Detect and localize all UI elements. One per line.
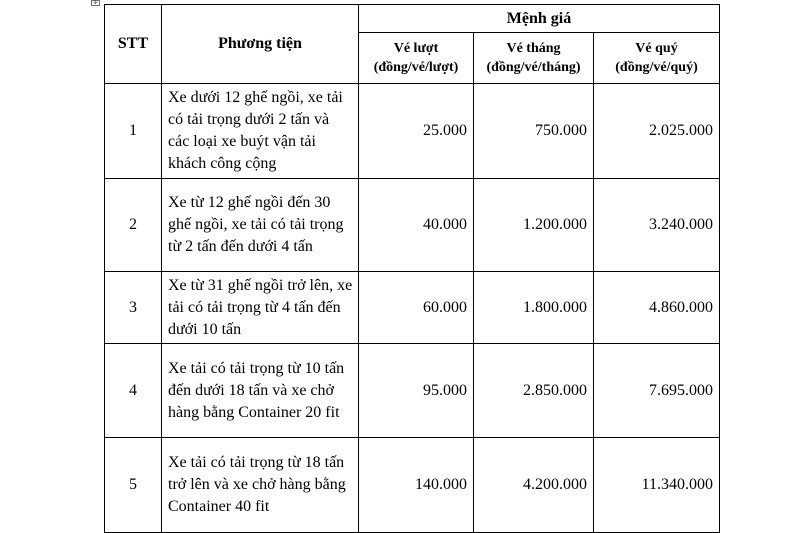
row-quarter-price: 7.695.000 bbox=[594, 344, 720, 438]
row-quarter-price: 2.025.000 bbox=[594, 84, 720, 179]
header-row bbox=[105, 5, 720, 33]
header-quarter-ticket bbox=[594, 33, 720, 84]
header-trip-ticket bbox=[359, 33, 474, 84]
row-vehicle: Xe từ 12 ghế ngồi đến 30 ghế ngồi, xe tải có tải trọng từ 2 tấn đến dưới 4 tấn bbox=[162, 179, 359, 272]
header-quarter-label: Vé quý bbox=[635, 41, 678, 56]
row-month-price: 4.200.000 bbox=[474, 438, 594, 533]
row-month-price: 1.200.000 bbox=[474, 179, 594, 272]
row-trip-price: 95.000 bbox=[359, 344, 474, 438]
row-month-price: 750.000 bbox=[474, 84, 594, 179]
header-month-label: Vé tháng bbox=[506, 41, 561, 56]
row-trip-price: 25.000 bbox=[359, 84, 474, 179]
row-stt: 3 bbox=[105, 272, 162, 344]
row-vehicle: Xe từ 31 ghế ngồi trở lên, xe tải có tải trọng từ 4 tấn đến dưới 10 tấn bbox=[162, 272, 359, 344]
row-stt: 2 bbox=[105, 179, 162, 272]
row-trip-price: 60.000 bbox=[359, 272, 474, 344]
header-month-unit: (đồng/vé/tháng) bbox=[486, 60, 581, 75]
table-row bbox=[105, 344, 720, 438]
table-row bbox=[105, 438, 720, 533]
table-move-handle-icon[interactable]: ✣ bbox=[91, 0, 100, 6]
row-quarter-price: 11.340.000 bbox=[594, 438, 720, 533]
header-trip-unit: (đồng/vé/lượt) bbox=[373, 60, 459, 75]
table-row bbox=[105, 179, 720, 272]
header-trip-label: Vé lượt bbox=[393, 41, 439, 56]
row-vehicle: Xe dưới 12 ghế ngồi, xe tải có tải trọng dưới 2 tấn và các loại xe buýt vận tải khách công cộng bbox=[162, 84, 359, 179]
fee-table bbox=[104, 4, 720, 533]
header-price-group: Mệnh giá bbox=[359, 5, 720, 33]
table-row bbox=[105, 84, 720, 179]
row-trip-price: 140.000 bbox=[359, 438, 474, 533]
header-month-ticket bbox=[474, 33, 594, 84]
row-stt: 1 bbox=[105, 84, 162, 179]
row-trip-price: 40.000 bbox=[359, 179, 474, 272]
row-vehicle: Xe tải có tải trọng từ 10 tấn đến dưới 18 tấn và xe chở hàng bằng Container 20 fit bbox=[162, 344, 359, 438]
table-row bbox=[105, 272, 720, 344]
row-vehicle: Xe tải có tải trọng từ 18 tấn trở lên và xe chở hàng bằng Container 40 fit bbox=[162, 438, 359, 533]
row-month-price: 2.850.000 bbox=[474, 344, 594, 438]
header-vehicle: Phương tiện bbox=[162, 5, 359, 84]
row-quarter-price: 3.240.000 bbox=[594, 179, 720, 272]
header-stt: STT bbox=[105, 5, 162, 84]
row-quarter-price: 4.860.000 bbox=[594, 272, 720, 344]
row-month-price: 1.800.000 bbox=[474, 272, 594, 344]
header-quarter-unit: (đồng/vé/quý) bbox=[615, 60, 698, 75]
row-stt: 4 bbox=[105, 344, 162, 438]
row-stt: 5 bbox=[105, 438, 162, 533]
